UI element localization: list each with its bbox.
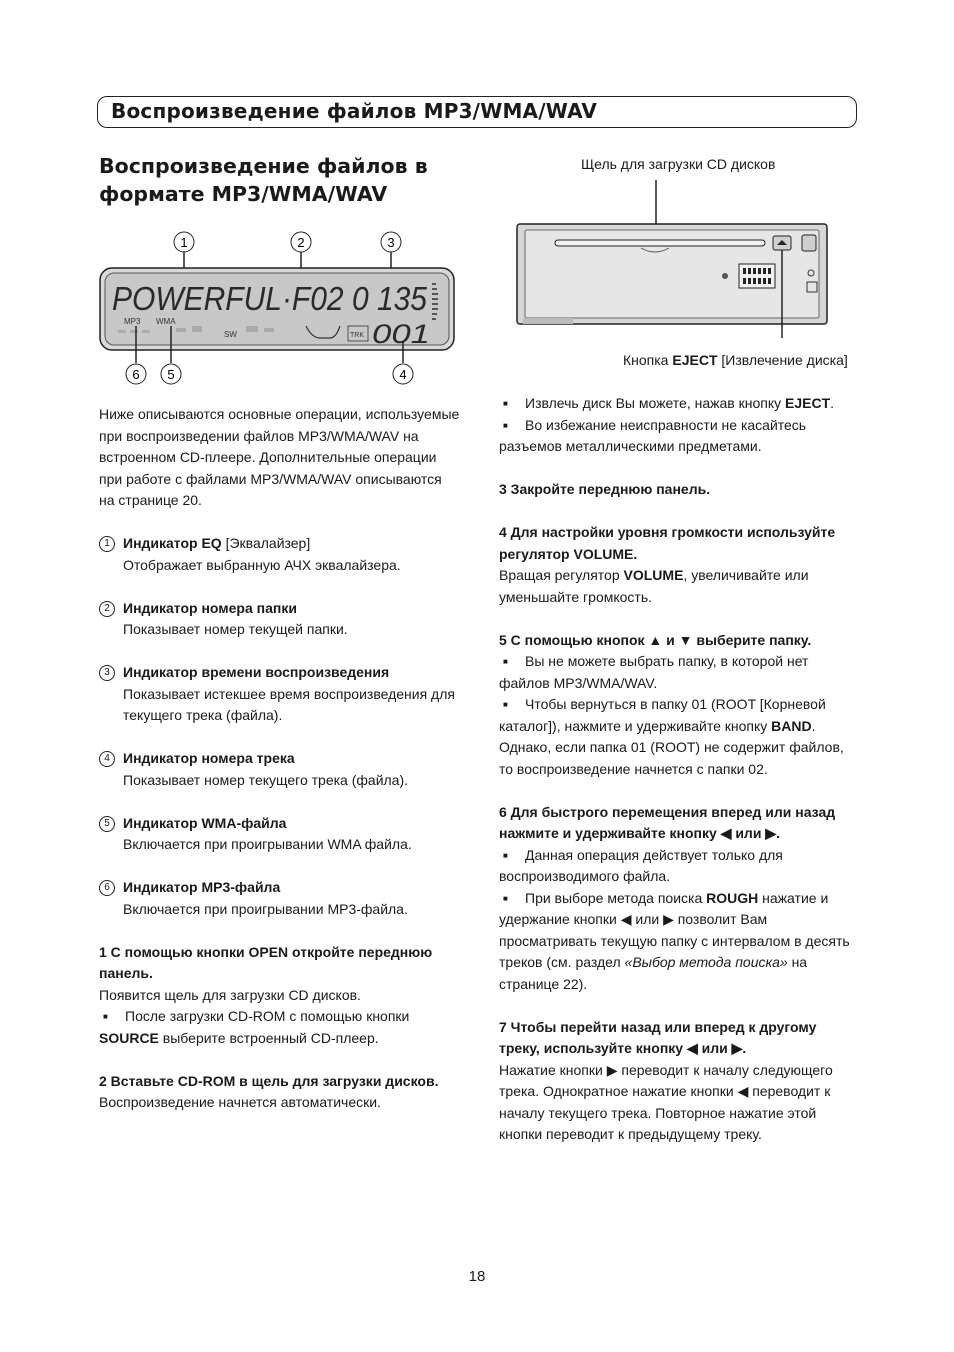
mp3-indicator: MP3: [124, 317, 141, 326]
lcd-track-text: 001: [372, 319, 430, 349]
step-5-heading: 5 С помощью кнопок ▲ и ▼ выберите папку.: [499, 631, 812, 648]
lcd-main-text: POWERFUL·F02 0 135: [112, 280, 428, 317]
indicator-number: 6: [99, 880, 115, 896]
step-4-text: Вращая регулятор VOLUME, увеличивайте или уменьшайте громкость.: [499, 567, 809, 605]
step-2-text: Воспроизведение начнется автоматически.: [99, 1094, 381, 1110]
indicator-number: 4: [99, 751, 115, 767]
callout-5-label: 5: [167, 367, 175, 382]
cd-slot: [555, 240, 765, 246]
section-header-banner: [97, 96, 857, 128]
step-7-heading: 7 Чтобы перейти назад или вперед к другому треку, используйте кнопку ◀ или ▶.: [499, 1018, 817, 1056]
step-7-text: Нажатие кнопки ▶ переводит к началу следующего трека. Однократное нажатие кнопки ◀ переводит к началу текущего трека. Повторное нажатие этой кнопки переводит к предыдущему треку.: [499, 1061, 833, 1142]
slot-label: Щель для загрузки CD дисков: [581, 156, 776, 172]
indicator-number: 1: [99, 536, 115, 552]
indicator-wma: 5 Индикатор WMA-файла Включается при проигрывании WMA файла.: [99, 813, 461, 856]
indicator-folder-number: 2 Индикатор номера папки Показывает номер текущей папки.: [99, 598, 461, 641]
indicator-track-number: 4 Индикатор номера трека Показывает номер текущего трека (файла).: [99, 748, 461, 791]
step-6-bullet-2: ■ При выборе метода поиска ROUGH нажатие и удержание кнопки ◀ или ▶ позволит Вам просматривать текущую папку с интервалом в десять треков (см. раздел «Выбор метода поиска» на странице 22).: [499, 888, 861, 996]
step-4-heading: 4 Для настройки уровня громкости используйте регулятор VOLUME.: [499, 524, 836, 562]
callout-1: [174, 232, 194, 272]
step-3-heading: 3 Закройте переднюю панель.: [499, 481, 711, 497]
cd-player-illustration: [515, 178, 830, 338]
callout-2-label: 2: [297, 235, 305, 250]
page-title: Воспроизведение файлов в формате MP3/WMA/WAV: [99, 154, 428, 206]
indicator-mp3: 6 Индикатор MP3-файла Включается при проигрывании MP3-файла.: [99, 877, 461, 920]
wma-indicator: WMA: [156, 317, 176, 326]
sw-indicator: SW: [224, 330, 237, 339]
step-1-text: Появится щель для загрузки CD дисков.: [99, 986, 361, 1003]
side-button-icon: [802, 235, 816, 251]
indicator-number: 2: [99, 601, 115, 617]
indicator-number: 3: [99, 665, 115, 681]
step-5-bullet-2: ■ Чтобы вернуться в папку 01 (ROOT [Корневой каталог]), нажмите и удерживайте кнопку BAND. Однако, если папка 01 (ROOT) не содержит файлов, то воспроизведение начнется с папки 02.: [499, 694, 861, 780]
callout-1-label: 1: [180, 235, 188, 250]
connector-icon: [739, 264, 775, 288]
callout-2: [291, 232, 311, 272]
step-1-bullet: ■ После загрузки CD-ROM с помощью кнопки SOURCE выберите встроенный CD-плеер.: [99, 1006, 461, 1049]
left-column: [99, 404, 461, 1114]
eject-label: Кнопка EJECT [Извлечение диска]: [623, 352, 848, 368]
page-number: 18: [468, 1268, 486, 1285]
right-column: [499, 393, 861, 1146]
step-6-heading: 6 Для быстрого перемещения вперед или назад нажмите и удерживайте кнопку ◀ или ▶.: [499, 803, 836, 841]
callout-3-label: 3: [387, 235, 395, 250]
indicator-play-time: 3 Индикатор времени воспроизведения Показывает истекшее время воспроизведения для текущего трека (файла).: [99, 662, 461, 727]
callout-4-label: 4: [399, 367, 407, 382]
callout-6-label: 6: [132, 367, 140, 382]
eject-bullet-1: ■ Извлечь диск Вы можете, нажав кнопку EJECT.: [499, 393, 861, 415]
indicator-number: 5: [99, 816, 115, 832]
step-1-heading: 1 С помощью кнопки OPEN откройте переднюю панель.: [99, 943, 433, 981]
indicator-eq: 1 Индикатор EQ [Эквалайзер] Отображает выбранную АЧХ эквалайзера.: [99, 533, 461, 576]
lcd-display-illustration: [96, 226, 461, 388]
step-2-heading: 2 Вставьте CD-ROM в щель для загрузки дисков.: [99, 1072, 439, 1089]
intro-paragraph: Ниже описываются основные операции, используемые при воспроизведении файлов MP3/WMA/WAV на встроенном CD-плеере. Дополнительные операции при работе с файлами MP3/WMA/WAV описываются на странице 20.: [99, 406, 460, 508]
step-5-bullet-1: ■ Вы не можете выбрать папку, в которой нет файлов MP3/WMA/WAV.: [499, 651, 861, 694]
trk-label: TRK: [350, 332, 364, 339]
eject-bullet-2: ■ Во избежание неисправности не касайтесь разъемов металлическими предметами.: [499, 415, 861, 458]
section-header-text: Воспроизведение файлов MP3/WMA/WAV: [111, 99, 598, 123]
callout-3: [381, 232, 401, 272]
step-6-bullet-1: ■ Данная операция действует только для воспроизводимого файла.: [499, 845, 861, 888]
